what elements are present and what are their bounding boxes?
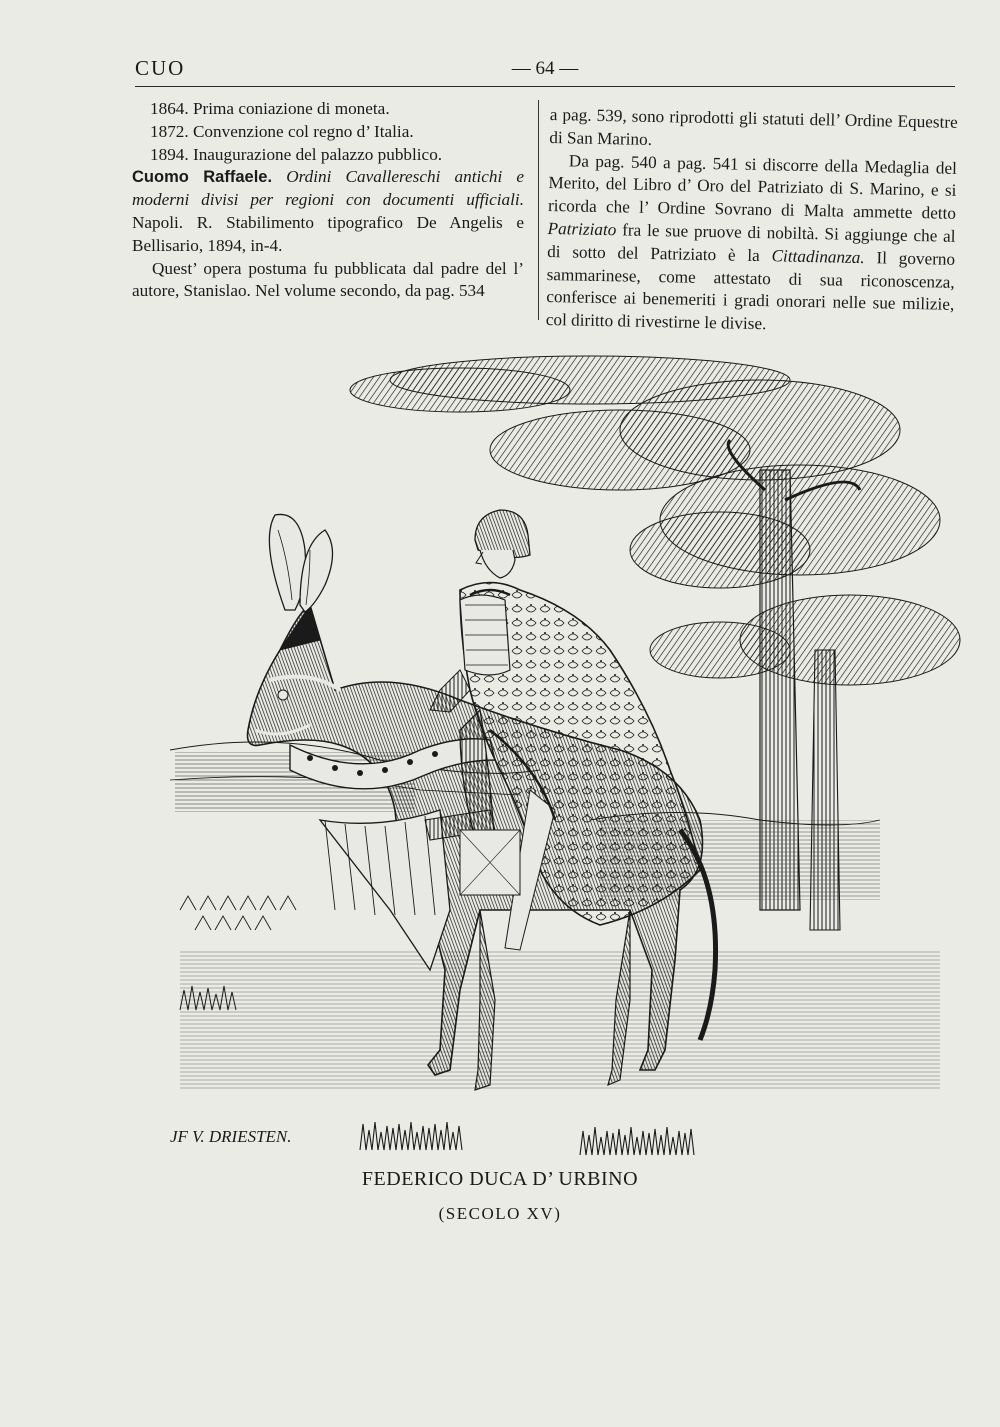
caption-subtitle: (SECOLO XV) xyxy=(438,1204,562,1223)
right-column xyxy=(546,104,958,340)
continuation-text: a pag. 539, sono riprodotti gli statuti dell’ Ordine Equestre di San Marino. xyxy=(549,104,958,149)
chronology-line: 1872. Convenzione col regno d’ Italia. xyxy=(150,121,414,141)
paragraph: Da pag. 540 a pag. 541 si discorre della Medaglia del Merito, del Libro d’ Oro del Patriziato di S. Marino, e si ricorda che l’ Ordine Sovrano di Malta ammette detto Patriziato fra le sue pruove di nobiltà. Si aggiunge che al di sotto del Patriziato è la Cittadinanza. Il governo sammarinese, come attestato di sua riconoscenza, conferisce ai benemeriti i gradi onorari nelle sue milizie, col diritto di rivestirne le divise. xyxy=(545,150,958,334)
left-column xyxy=(132,98,524,303)
chronology-line: 1894. Inaugurazione del palazzo pubblico. xyxy=(150,144,443,164)
entry-imprint: Napoli. R. Stabilimento tipografico De Angelis e Bellisario, 1894, in-4. xyxy=(132,212,524,255)
italic-term: Patriziato xyxy=(547,218,617,240)
running-head xyxy=(135,56,955,88)
page-number: — 64 — xyxy=(511,58,579,79)
header-rule xyxy=(135,86,955,87)
running-head-word: CUO xyxy=(135,56,186,80)
entry-note: Quest’ opera postuma fu pubblicata dal padre del l’ autore, Stanislao. Nel volume secondo, da pag. 534 xyxy=(132,258,524,301)
equestrian-engraving xyxy=(160,350,970,1160)
engraver-signature: JF V. DRIESTEN. xyxy=(170,1127,292,1146)
bibliography-entry xyxy=(132,166,524,257)
italic-term: Cittadinanza. xyxy=(771,246,865,267)
chronology-line: 1864. Prima coniazione di moneta. xyxy=(150,99,390,118)
column-divider xyxy=(538,100,539,320)
entry-title: Ordini Cavallereschi antichi e moderni divisi per regioni con documenti ufficiali. xyxy=(132,167,525,210)
caption-title: FEDERICO DUCA D’ URBINO xyxy=(361,1168,639,1190)
ground xyxy=(180,950,940,1155)
entry-author: Cuomo Raffaele. xyxy=(132,168,273,187)
horse-plume xyxy=(269,514,332,612)
